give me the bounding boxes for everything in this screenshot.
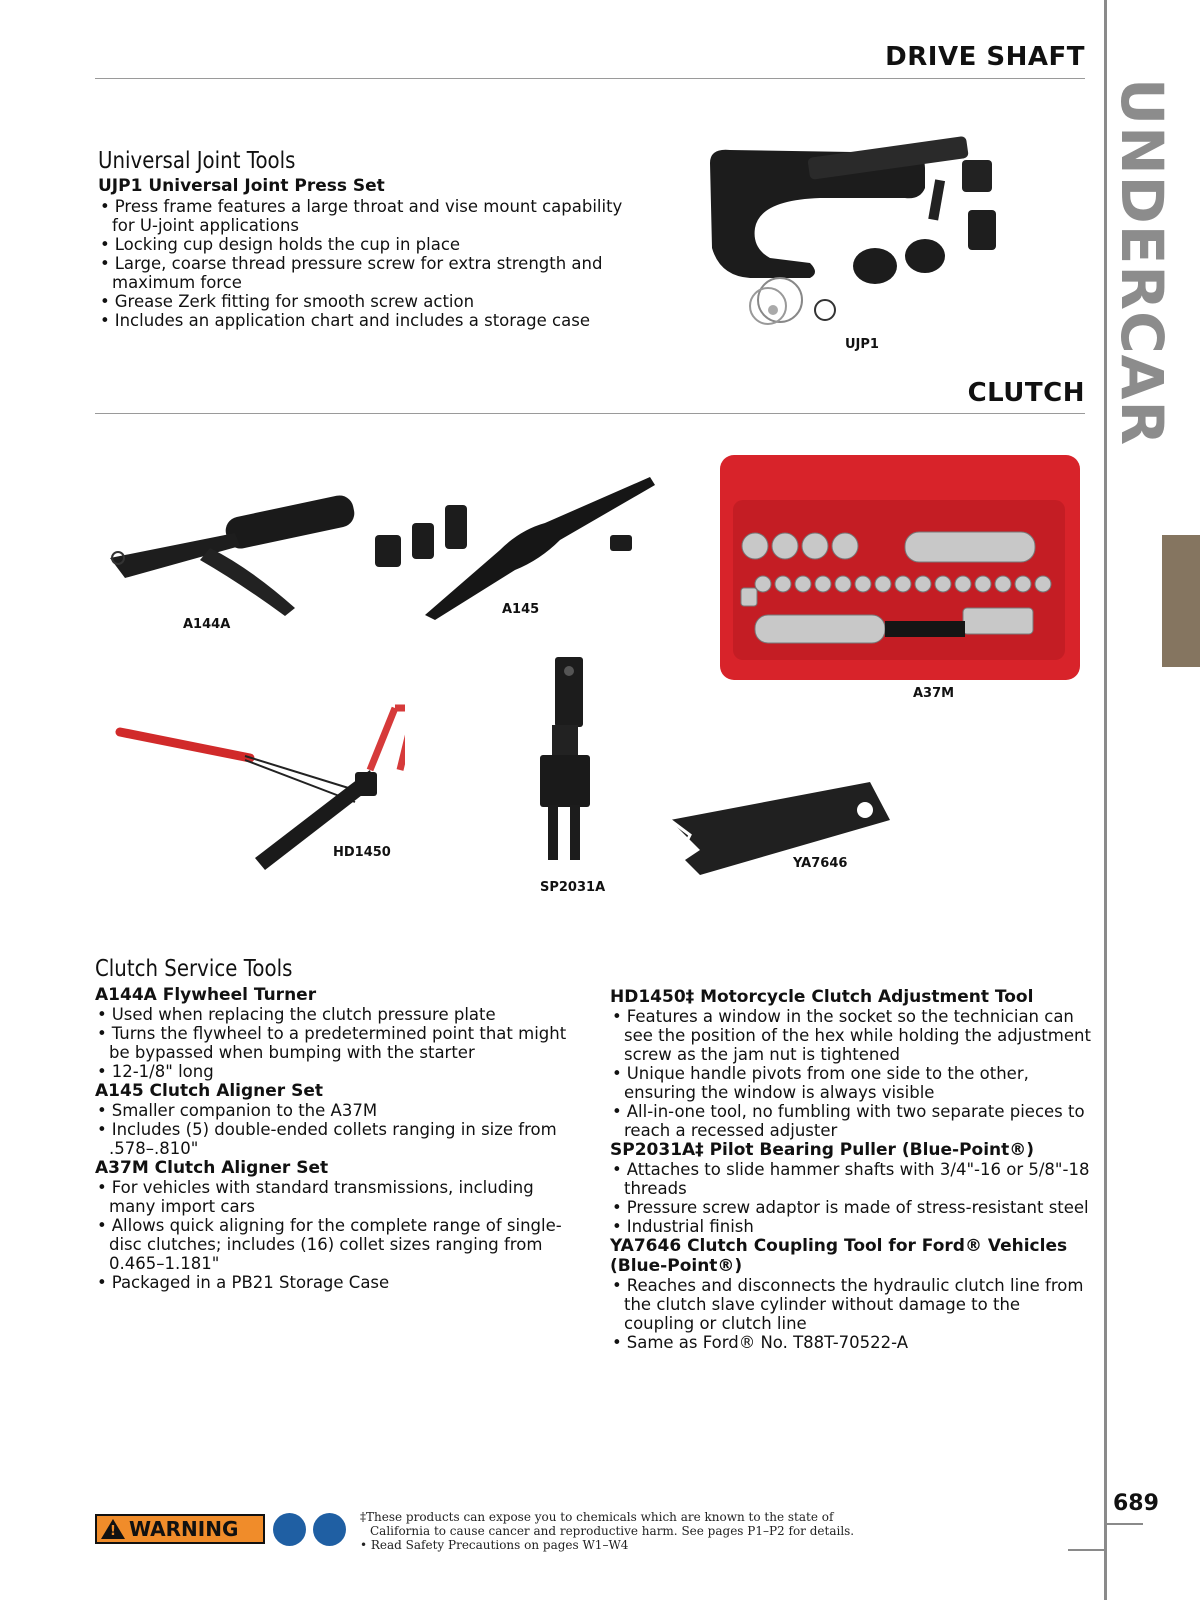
bullet-item: • Locking cup design holds the cup in place <box>98 235 638 254</box>
a145-title: A145 Clutch Aligner Set <box>95 1081 324 1101</box>
protective-gloves-icon <box>273 1513 306 1546</box>
bullet-item: • Large, coarse thread pressure screw for extra strength and maximum force <box>98 254 638 292</box>
ya7646-title: YA7646 Clutch Coupling Tool for Ford® Vehicles (Blue-Point®) <box>610 1236 1068 1276</box>
page-corner-rule <box>1068 1549 1104 1551</box>
a144a-title: A144A Flywheel Turner <box>95 985 317 1005</box>
ujt-heading: Universal Joint Tools <box>98 148 296 174</box>
ya7646-bullets <box>610 1276 1092 1352</box>
bullet-item: • Same as Ford® No. T88T-70522-A <box>610 1333 1092 1352</box>
a145-photo <box>370 475 660 620</box>
bullet-item: • 12-1/8" long <box>95 1062 585 1081</box>
ya7646-photo <box>665 780 905 880</box>
warning-triangle-icon: ! <box>101 1519 125 1539</box>
bullet-item: • Reaches and disconnects the hydraulic clutch line from the clutch slave cylinder without damage to the coupling or clutch line <box>610 1276 1092 1333</box>
cst-left-column <box>95 956 585 1292</box>
label-a144a: A144A <box>183 617 231 632</box>
a37m-bullets <box>95 1178 585 1292</box>
bullet-item: • Pressure screw adaptor is made of stress-resistant steel <box>610 1198 1092 1217</box>
footer-note <box>360 1510 854 1552</box>
bullet-item: • Press frame features a large throat and vise mount capability for U-joint applications <box>98 197 638 235</box>
chapter-tab <box>1162 535 1200 667</box>
bullet-item: • Unique handle pivots from one side to the other, ensuring the window is always visible <box>610 1064 1092 1102</box>
divider <box>95 78 1085 79</box>
cst-right-column <box>610 987 1092 1352</box>
sp2031a-title: SP2031A‡ Pilot Bearing Puller (Blue-Point®) <box>610 1140 1035 1160</box>
page-number: 689 <box>1113 1491 1159 1516</box>
bullet-item: • For vehicles with standard transmissions, including many import cars <box>95 1178 585 1216</box>
bullet-item: • Includes an application chart and includes a storage case <box>98 311 638 330</box>
divider <box>95 413 1085 414</box>
ujp1-bullets <box>98 197 638 330</box>
label-a145: A145 <box>502 602 540 617</box>
footer-note-line: • Read Safety Precautions on pages W1–W4 <box>360 1538 629 1552</box>
bullet-item: • Turns the flywheel to a predetermined point that might be bypassed when bumping with the starter <box>95 1024 585 1062</box>
a37m-title: A37M Clutch Aligner Set <box>95 1158 329 1178</box>
bullet-item: • All-in-one tool, no fumbling with two separate pieces to reach a recessed adjuster <box>610 1102 1092 1140</box>
warning-label <box>95 1514 265 1544</box>
bullet-item: • Attaches to slide hammer shafts with 3/4"-16 or 5/8"-18 threads <box>610 1160 1092 1198</box>
page-number-rule <box>1107 1523 1143 1525</box>
cst-heading: Clutch Service Tools <box>95 956 293 982</box>
ujp1-title: UJP1 Universal Joint Press Set <box>98 176 385 196</box>
sp2031a-photo <box>530 655 600 870</box>
bullet-item: • Smaller companion to the A37M <box>95 1101 585 1120</box>
label-ujp1: UJP1 <box>845 337 879 352</box>
bullet-item: • Industrial finish <box>610 1217 1092 1236</box>
sp2031a-bullets <box>610 1160 1092 1236</box>
a144a-photo <box>100 488 355 618</box>
footer-note-line: ‡These products can expose you to chemicals which are known to the state of <box>360 1510 834 1524</box>
label-hd1450: HD1450 <box>333 845 391 860</box>
warning-text: WARNING <box>129 1517 239 1541</box>
vertical-rule <box>1104 0 1107 1600</box>
ujp1-photo <box>700 128 1020 338</box>
bullet-item: • Packaged in a PB21 Storage Case <box>95 1273 585 1292</box>
bullet-item: • Allows quick aligning for the complete range of single-disc clutches; includes (16) collet sizes ranging from 0.465–1.181" <box>95 1216 585 1273</box>
section-title-clutch: CLUTCH <box>967 378 1085 408</box>
hd1450-title: HD1450‡ Motorcycle Clutch Adjustment Tool <box>610 987 1034 1007</box>
label-ya7646: YA7646 <box>793 856 848 871</box>
side-tab-word: UNDERCAR <box>1108 78 1176 447</box>
bullet-item: • Used when replacing the clutch pressure plate <box>95 1005 585 1024</box>
footer-note-line: California to cause cancer and reproductive harm. See pages P1–P2 for details. <box>370 1524 855 1538</box>
bullet-item: • Features a window in the socket so the technician can see the position of the hex while holding the adjustment screw as the jam nut is tightened <box>610 1007 1092 1064</box>
label-sp2031a: SP2031A <box>540 880 606 895</box>
ujt-block <box>98 148 638 330</box>
face-protection-icon <box>313 1513 346 1546</box>
section-title-drive-shaft: DRIVE SHAFT <box>885 42 1085 72</box>
bullet-item: • Grease Zerk fitting for smooth screw action <box>98 292 638 311</box>
a145-bullets <box>95 1101 585 1158</box>
label-a37m: A37M <box>913 686 955 701</box>
a37m-photo <box>715 450 1085 690</box>
bullet-item: • Includes (5) double-ended collets ranging in size from .578–.810" <box>95 1120 585 1158</box>
a144a-bullets <box>95 1005 585 1081</box>
hd1450-bullets <box>610 1007 1092 1140</box>
